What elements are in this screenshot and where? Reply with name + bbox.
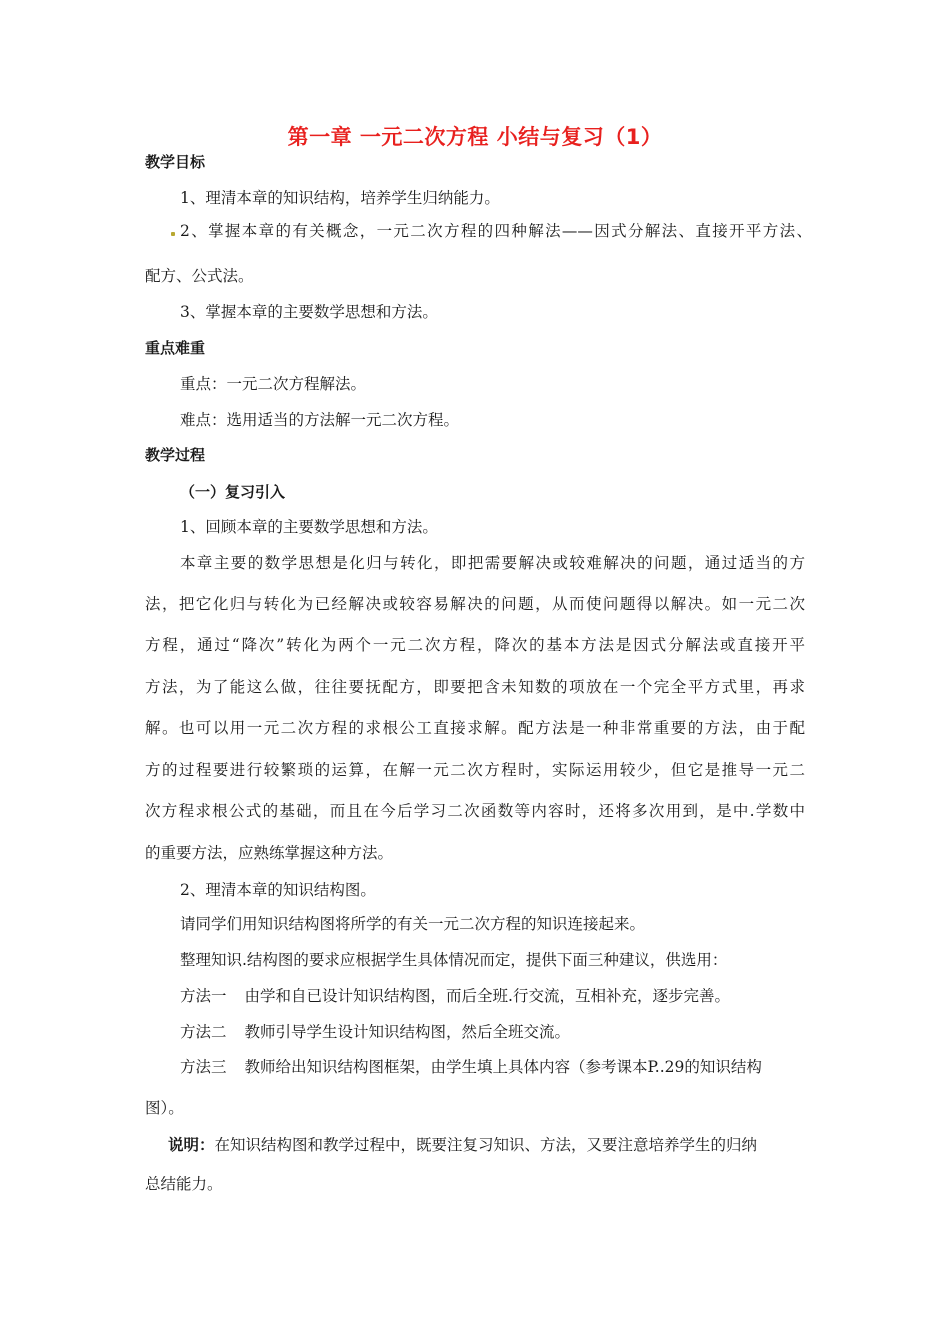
difficult-point: 难点：选用适当的方法解一元二次方程。 (180, 411, 460, 429)
paragraph-line: 次方程求根公式的基础，而且在今后学习二次函数等内容时，还将多次用到，是中.学数中 (145, 802, 805, 820)
paragraph-line: 法，把它化归与转化为已经解决或较容易解决的问题，从而使问题得以解决。如一元二次 (145, 595, 805, 613)
method-2-text: 教师引导学生设计知识结构图，然后全班交流。 (244, 1023, 571, 1041)
paragraph-line: 方的过程要进行较繁琐的运算，在解一元二次方程时，实际运用较少，但它是推导一元二 (145, 761, 805, 779)
method-3-text: 教师给出知识结构图框架，由学生填上具体内容（参考课本P..29的知识结构 (244, 1058, 762, 1076)
note-label: 说明： (168, 1136, 215, 1154)
goal-2-line-2: 配方、公式法。 (145, 267, 254, 285)
method-3-continued: 图）。 (145, 1099, 184, 1117)
method-2-label: 方法二 (180, 1023, 227, 1041)
method-2 (180, 1022, 570, 1042)
note-continued: 总结能力。 (145, 1175, 223, 1193)
heading-key-points: 重点难重 (145, 339, 206, 357)
review-item-2-requirement: 整理知识.结构图的要求应根据学生具体情况而定，提供下面三种建议，供选用： (180, 951, 728, 969)
paragraph-line: 的重要方法，应熟练掌握这种方法。 (145, 844, 394, 862)
method-1-label: 方法一 (180, 987, 227, 1005)
note (168, 1135, 757, 1155)
sub-heading-review-intro: （一）复习引入 (180, 483, 286, 501)
review-item-2-desc: 请同学们用知识结构图将所学的有关一元二次方程的知识连接起来。 (180, 915, 646, 933)
heading-teaching-process: 教学过程 (145, 446, 206, 464)
review-item-1: 1、回顾本章的主要数学思想和方法。 (180, 518, 438, 536)
review-item-2: 2、理清本章的知识结构图。 (180, 881, 376, 899)
paragraph-line: 方法，为了能这么做，往往要抚配方，即要把含未知数的项放在一个完全平方式里，再求 (145, 678, 805, 696)
paragraph-line: 方程，通过“降次”转化为两个一元二次方程，降次的基本方法是因式分解法或直接开平 (145, 636, 805, 654)
note-text: 在知识结构图和教学过程中，既要注复习知识、方法，又要注意培养学生的归纳 (214, 1136, 758, 1154)
method-3 (180, 1057, 762, 1077)
edit-marker (171, 232, 175, 236)
heading-teaching-goals: 教学目标 (145, 153, 206, 171)
method-1-text: 由学和自已设计知识结构图，而后全班.行交流，互相补充，逐步完善。 (244, 987, 730, 1005)
document-title: 第一章 一元二次方程 小结与复习（1） (287, 125, 663, 149)
paragraph-line: 本章主要的数学思想是化归与转化，即把需要解决或较难解决的问题，通过适当的方 (180, 554, 805, 572)
goal-3: 3、掌握本章的主要数学思想和方法。 (180, 303, 438, 321)
goal-2-line-1: 2、掌握本章的有关概念，一元二次方程的四种解法——因式分解法、直接开平方法、 (180, 222, 812, 240)
goal-1: 1、理清本章的知识结构，培养学生归纳能力。 (180, 189, 500, 207)
paragraph-line: 解。也可以用一元二次方程的求根公工直接求解。配方法是一种非常重要的方法，由于配 (145, 719, 805, 737)
method-1 (180, 986, 730, 1006)
key-point: 重点：一元二次方程解法。 (180, 375, 367, 393)
method-3-label: 方法三 (180, 1058, 227, 1076)
